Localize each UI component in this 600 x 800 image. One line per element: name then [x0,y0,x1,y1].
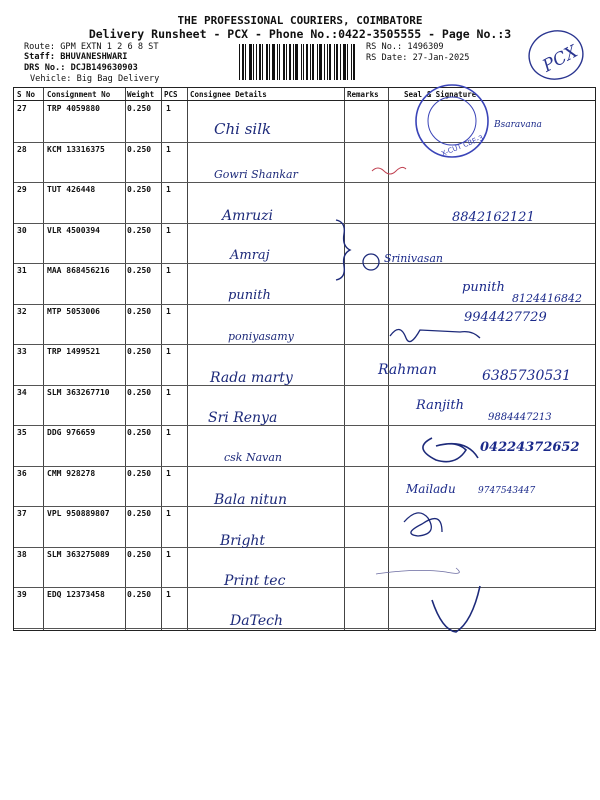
seal-stamp-text: X-CUT CBE-3 [440,133,485,158]
consignee-hw-1: Chi silk [214,120,272,138]
pcs-cell: 1 [166,144,171,154]
consignee-hw-5: punith [228,288,271,303]
pcs-cell: 1 [166,387,171,397]
sno-cell: 37 [17,509,27,518]
weight-cell: 0.250 [127,306,152,316]
phone-hw-5: 9884447213 [488,412,552,423]
consignment-cell: EDQ 12373458 [47,590,105,599]
sno-cell: 34 [17,387,27,397]
pcs-cell: 1 [166,185,171,194]
pcs-cell: 1 [166,509,171,518]
pcs-cell: 1 [166,428,171,437]
sno-cell: 33 [17,347,27,356]
consignment-cell: TRP 1499521 [47,347,100,356]
signature-name-6: Mailadu [406,482,456,496]
signature-name-5: Ranjith [416,398,464,413]
sno-cell: 35 [17,428,27,437]
runsheet-subtitle: Delivery Runsheet - PCX - Phone No.:0422-3505555 - Page No.:3 [88,27,512,41]
vehicle-label: Vehicle: Big Bag Delivery [30,74,160,84]
col-consignment: Consignment No [47,90,111,99]
consignee-hw-9: csk Navan [224,451,283,464]
rs-number: RS No.: 1496309 [366,42,444,52]
pcs-cell: 1 [166,104,171,113]
consignee-hw-6: poniyasamy [228,330,294,343]
weight-cell: 0.250 [127,104,152,113]
runsheet-table [13,87,596,631]
pcx-stamp-icon [524,26,588,84]
pcs-cell: 1 [166,549,171,559]
consignee-hw-2: Gowri Shankar [214,168,298,181]
sno-cell: 30 [17,225,27,235]
pcx-mark: PCX [539,41,582,77]
rs-date: RS Date: 27-Jan-2025 [366,53,470,63]
weight-cell: 0.250 [127,549,152,559]
pcs-cell: 1 [166,590,171,599]
sno-cell: 38 [17,549,27,559]
weight-cell: 0.250 [127,144,152,154]
pcs-cell: 1 [166,266,171,275]
weight-cell: 0.250 [127,468,152,478]
sno-cell: 27 [17,104,27,113]
consignment-cell: TRP 4059880 [47,104,100,113]
weight-cell: 0.250 [127,185,152,194]
signature-name-4: Rahman [378,362,437,378]
phone-hw-3: 9944427729 [464,310,547,325]
consignee-hw-13: DaTech [230,613,283,629]
consignment-cell: MTP 5053006 [47,306,100,316]
phone-hw-1: 8842162121 [452,210,535,225]
phone-hw-6: 04224372652 [480,440,580,455]
pcs-cell: 1 [166,468,171,478]
consignee-hw-10: Bala nitun [214,492,288,508]
signature-name-3: punith [462,280,505,295]
consignment-cell: SLM 363275089 [47,549,110,559]
route-label: Route: GPM EXTN 1 2 6 8 ST [24,42,159,52]
staff-label: Staff: BHUVANESHWARI [24,52,128,62]
phone-hw-7: 9747543447 [478,486,536,496]
weight-cell: 0.250 [127,387,152,397]
drs-label: DRS No.: DCJB149630903 [24,63,138,73]
sno-cell: 32 [17,306,27,316]
phone-hw-4: 6385730531 [482,368,572,384]
barcode-icon [237,43,357,81]
col-seal: Seal & Signature [404,90,477,99]
consignee-hw-12: Print tec [224,573,286,589]
company-title: THE PROFESSIONAL COURIERS, COIMBATORE [177,14,423,27]
weight-cell: 0.250 [127,590,152,599]
signature-name-1: Bsaravana [494,120,542,130]
col-sno: S No [17,90,36,99]
sno-cell: 29 [17,185,27,194]
weight-cell: 0.250 [127,347,152,356]
sno-cell: 36 [17,468,27,478]
consignment-cell: DDG 976659 [47,428,96,437]
consignment-cell: MAA 868456216 [47,266,110,275]
consignee-hw-7: Rada marty [210,370,293,386]
consignment-cell: VPL 950889807 [47,509,110,518]
col-weight: Weight [127,90,155,99]
pcs-cell: 1 [166,347,171,356]
weight-cell: 0.250 [127,509,152,518]
consignee-hw-8: Sri Renya [208,410,278,426]
col-consignee: Consignee Details [190,90,267,99]
sno-cell: 39 [17,590,27,599]
weight-cell: 0.250 [127,225,152,235]
col-pcs: PCS [164,90,178,99]
sno-cell: 31 [17,266,27,275]
weight-cell: 0.250 [127,266,152,275]
signature-name-2: Srinivasan [384,252,443,265]
consignment-cell: CMM 928278 [47,468,96,478]
pcs-cell: 1 [166,225,171,235]
phone-hw-2: 8124416842 [512,292,582,305]
consignment-cell: TUT 426448 [47,185,96,194]
weight-cell: 0.250 [127,428,152,437]
consignment-cell: KCM 13316375 [47,144,105,154]
consignment-cell: VLR 4500394 [47,225,100,235]
consignee-hw-3: Amruzi [222,208,273,224]
col-remarks: Remarks [347,90,379,99]
consignment-cell: SLM 363267710 [47,387,110,397]
consignee-hw-11: Bright [220,533,266,549]
sno-cell: 28 [17,144,27,154]
pcs-cell: 1 [166,306,171,316]
consignee-hw-4: Amraj [230,248,270,263]
